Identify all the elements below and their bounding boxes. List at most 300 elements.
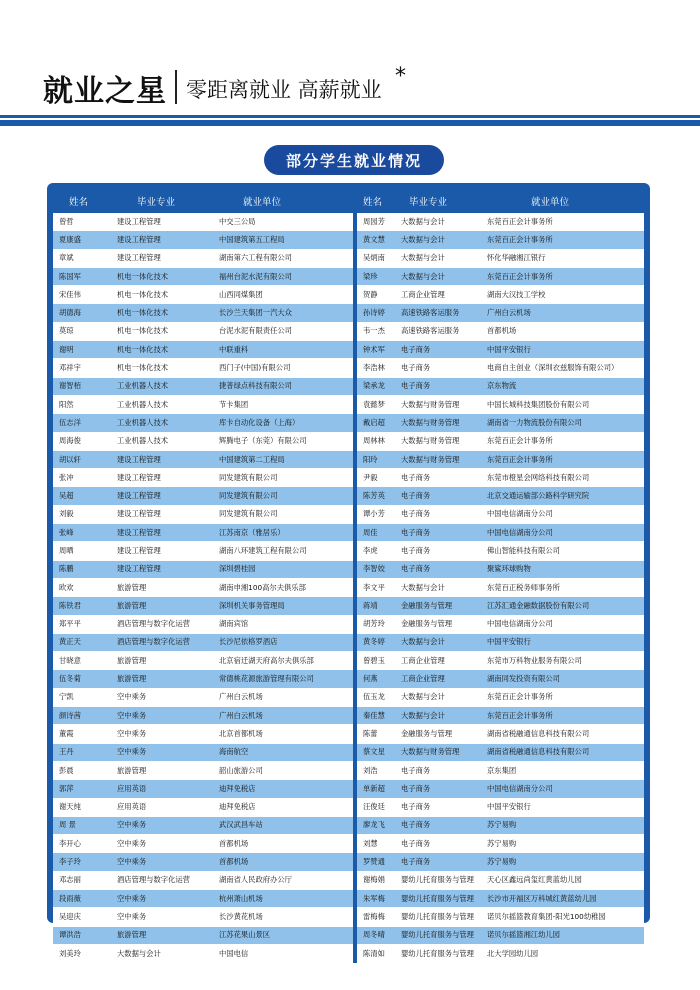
table-row — [53, 945, 644, 963]
cell-name-left: 段雨薇 — [53, 890, 111, 908]
cell-major-left: 空中乘务 — [111, 725, 213, 743]
table-row — [53, 597, 644, 615]
table-row — [53, 872, 644, 890]
cell-name-right: 袁懿梦 — [357, 396, 395, 414]
cell-major-left: 建设工程管理 — [111, 506, 213, 524]
cell-name-left: 张冲 — [53, 469, 111, 487]
cell-employer-left: 首都机场 — [213, 853, 353, 871]
table-row — [53, 561, 644, 579]
cell-employer-right: 湖南省一力物流股份有限公司 — [481, 414, 644, 432]
table-row — [53, 524, 644, 542]
cell-major-left: 机电一体化技术 — [111, 286, 213, 304]
cell-major-left: 机电一体化技术 — [111, 359, 213, 377]
cell-employer-left: 中国电信 — [213, 945, 353, 963]
cell-name-left: 谢天纯 — [53, 799, 111, 817]
cell-name-right: 阳玲 — [357, 451, 395, 469]
cell-major-right: 电子商务 — [395, 359, 481, 377]
table-row — [53, 359, 644, 377]
table-row — [53, 341, 644, 359]
cell-major-right: 大数据与会计 — [395, 689, 481, 707]
cell-name-left: 谢智栢 — [53, 378, 111, 396]
cell-major-left: 空中乘务 — [111, 835, 213, 853]
cell-name-left: 章斌 — [53, 250, 111, 268]
header-rule-thick — [0, 120, 700, 126]
cell-major-left: 旅游管理 — [111, 927, 213, 945]
slogan-star: * — [395, 64, 406, 89]
cell-name-right: 汪俊廷 — [357, 799, 395, 817]
cell-employer-right: 湖南同发投资有限公司 — [481, 670, 644, 688]
cell-name-right: 尹毅 — [357, 469, 395, 487]
table-row — [53, 414, 644, 432]
cell-employer-left: 常德桃花源旅游管理有限公司 — [213, 670, 353, 688]
cell-employer-right: 诺贝尔摇篮湘江幼儿园 — [481, 927, 644, 945]
cell-major-left: 旅游管理 — [111, 652, 213, 670]
cell-major-right: 大数据与会计 — [395, 707, 481, 725]
cell-name-right: 梁珍 — [357, 268, 395, 286]
cell-employer-right: 苏宁易购 — [481, 853, 644, 871]
cell-name-left: 黄正天 — [53, 634, 111, 652]
cell-employer-right: 湖南省税融通信息科技有限公司 — [481, 725, 644, 743]
table-row — [53, 213, 644, 231]
table-row — [53, 469, 644, 487]
cell-employer-right: 京东物流 — [481, 378, 644, 396]
cell-major-right: 婴幼儿托育服务与管理 — [395, 927, 481, 945]
title-divider — [175, 70, 177, 104]
cell-major-left: 空中乘务 — [111, 890, 213, 908]
cell-name-left: 甘晓意 — [53, 652, 111, 670]
cell-name-left: 刘美玲 — [53, 945, 111, 963]
cell-employer-left: 长沙黄花机场 — [213, 908, 353, 926]
cell-major-left: 应用英语 — [111, 799, 213, 817]
header-employer-right: 就业单位 — [481, 189, 644, 213]
cell-employer-right: 怀化华融湘江银行 — [481, 250, 644, 268]
cell-employer-left: 广州白云机场 — [213, 707, 353, 725]
cell-major-left: 建设工程管理 — [111, 469, 213, 487]
cell-name-right: 秦佳慧 — [357, 707, 395, 725]
cell-major-right: 婴幼儿托育服务与管理 — [395, 908, 481, 926]
section-title: 部分学生就业情况 — [264, 145, 444, 175]
cell-name-right: 李文平 — [357, 579, 395, 597]
cell-employer-right: 中国电信湖南分公司 — [481, 780, 644, 798]
cell-major-right: 电子商务 — [395, 469, 481, 487]
cell-employer-right: 中国平安银行 — [481, 634, 644, 652]
cell-employer-left: 北京首都机场 — [213, 725, 353, 743]
cell-employer-right: 东莞市橙星会网络科技有限公司 — [481, 469, 644, 487]
cell-employer-right: 中国平安银行 — [481, 799, 644, 817]
cell-employer-right: 东莞市万科物业服务有限公司 — [481, 652, 644, 670]
cell-employer-right: 北大学园幼儿园 — [481, 945, 644, 963]
cell-name-left: 刘毅 — [53, 506, 111, 524]
cell-employer-right: 中国长城科技集团股份有限公司 — [481, 396, 644, 414]
cell-name-left: 谢明 — [53, 341, 111, 359]
cell-major-left: 空中乘务 — [111, 744, 213, 762]
cell-employer-right: 广州白云机场 — [481, 304, 644, 322]
cell-name-right: 雷梅梅 — [357, 908, 395, 926]
cell-major-left: 建设工程管理 — [111, 524, 213, 542]
cell-name-left: 吴迎庆 — [53, 908, 111, 926]
cell-name-left: 陈鹏 — [53, 561, 111, 579]
table-row — [53, 304, 644, 322]
page-header — [0, 0, 700, 130]
cell-major-left: 旅游管理 — [111, 579, 213, 597]
cell-major-left: 建设工程管理 — [111, 487, 213, 505]
cell-employer-left: 韶山旅游公司 — [213, 762, 353, 780]
cell-employer-right: 中国平安银行 — [481, 341, 644, 359]
cell-name-right: 李虎 — [357, 542, 395, 560]
cell-employer-left: 广州白云机场 — [213, 689, 353, 707]
cell-employer-left: 台泥水泥有限责任公司 — [213, 323, 353, 341]
cell-employer-right: 诺贝尔摇篮教育集团-阳光100幼稚园 — [481, 908, 644, 926]
cell-major-right: 婴幼儿托育服务与管理 — [395, 890, 481, 908]
cell-name-right: 陈蕾 — [357, 725, 395, 743]
cell-name-right: 陈清如 — [357, 945, 395, 963]
cell-major-right: 电子商务 — [395, 762, 481, 780]
cell-major-right: 大数据与财务管理 — [395, 396, 481, 414]
cell-employer-right: 苏宁易购 — [481, 835, 644, 853]
cell-name-right: 李浩林 — [357, 359, 395, 377]
cell-employer-right: 京东集团 — [481, 762, 644, 780]
cell-name-right: 朱军梅 — [357, 890, 395, 908]
cell-major-left: 空中乘务 — [111, 707, 213, 725]
cell-name-right: 李智姣 — [357, 561, 395, 579]
cell-employer-left: 同发建筑有限公司 — [213, 469, 353, 487]
table-row — [53, 890, 644, 908]
cell-employer-right: 东莞百正会计事务所 — [481, 707, 644, 725]
table-row — [53, 634, 644, 652]
cell-major-left: 酒店管理与数字化运营 — [111, 634, 213, 652]
table-row — [53, 542, 644, 560]
cell-name-left: 宁凯 — [53, 689, 111, 707]
cell-employer-left: 海南航空 — [213, 744, 353, 762]
cell-major-right: 大数据与财务管理 — [395, 744, 481, 762]
cell-name-left: 张峰 — [53, 524, 111, 542]
cell-name-right: 周林林 — [357, 433, 395, 451]
cell-major-right: 大数据与会计 — [395, 579, 481, 597]
cell-employer-left: 湖南申湘100高尔夫俱乐部 — [213, 579, 353, 597]
cell-major-right: 电子商务 — [395, 561, 481, 579]
header-rule-thin — [0, 115, 700, 118]
cell-name-right: 韦一杰 — [357, 323, 395, 341]
cell-major-left: 工业机器人技术 — [111, 414, 213, 432]
cell-major-left: 旅游管理 — [111, 597, 213, 615]
cell-employer-right: 长沙市开福区万科城红黄蓝幼儿园 — [481, 890, 644, 908]
cell-major-left: 空中乘务 — [111, 689, 213, 707]
header-name-left: 姓名 — [53, 189, 111, 213]
cell-major-left: 旅游管理 — [111, 762, 213, 780]
cell-major-right: 大数据与会计 — [395, 634, 481, 652]
cell-major-right: 高速铁路客运服务 — [395, 323, 481, 341]
cell-employer-left: 中联重科 — [213, 341, 353, 359]
cell-name-right: 周园芳 — [357, 213, 395, 231]
cell-major-right: 大数据与会计 — [395, 231, 481, 249]
table-row — [53, 780, 644, 798]
cell-employer-left: 同发建筑有限公司 — [213, 487, 353, 505]
cell-name-right: 戴启超 — [357, 414, 395, 432]
cell-major-left: 机电一体化技术 — [111, 304, 213, 322]
cell-employer-left: 湖南第六工程有限公司 — [213, 250, 353, 268]
header-major-left: 毕业专业 — [111, 189, 213, 213]
employment-table-frame — [47, 183, 650, 958]
cell-name-right: 蒋靖 — [357, 597, 395, 615]
cell-major-right: 工商企业管理 — [395, 670, 481, 688]
table-row — [53, 725, 644, 743]
cell-major-right: 电子商务 — [395, 487, 481, 505]
table-row — [53, 433, 644, 451]
table-row — [53, 707, 644, 725]
cell-name-left: 欧欢 — [53, 579, 111, 597]
cell-name-right: 周佳 — [357, 524, 395, 542]
cell-employer-left: 中国建筑第五工程局 — [213, 231, 353, 249]
cell-employer-left: 湖南八环建筑工程有限公司 — [213, 542, 353, 560]
table-row — [53, 323, 644, 341]
table-row — [53, 927, 644, 945]
table-row — [53, 616, 644, 634]
cell-major-right: 工商企业管理 — [395, 286, 481, 304]
table-row — [53, 231, 644, 249]
table-row — [53, 378, 644, 396]
cell-major-left: 建设工程管理 — [111, 213, 213, 231]
table-row — [53, 762, 644, 780]
cell-name-left: 颜诗茜 — [53, 707, 111, 725]
cell-major-left: 空中乘务 — [111, 817, 213, 835]
cell-employer-right: 江苏汇通金融数据股份有限公司 — [481, 597, 644, 615]
cell-employer-right: 东莞百正会计事务所 — [481, 213, 644, 231]
cell-major-right: 金融服务与管理 — [395, 725, 481, 743]
cell-name-left: 郭萍 — [53, 780, 111, 798]
cell-name-left: 谭洪浩 — [53, 927, 111, 945]
cell-name-left: 伍冬菊 — [53, 670, 111, 688]
cell-major-left: 空中乘务 — [111, 908, 213, 926]
cell-employer-right: 中国电信湖南分公司 — [481, 506, 644, 524]
table-row — [53, 579, 644, 597]
cell-major-right: 电子商务 — [395, 799, 481, 817]
cell-major-left: 建设工程管理 — [111, 451, 213, 469]
cell-major-left: 建设工程管理 — [111, 542, 213, 560]
cell-name-right: 吴炳南 — [357, 250, 395, 268]
cell-name-left: 邓祥宇 — [53, 359, 111, 377]
cell-name-left: 彭晨 — [53, 762, 111, 780]
table-row — [53, 250, 644, 268]
cell-employer-right: 东莞百正会计事务所 — [481, 231, 644, 249]
cell-employer-right: 湖南省税融通信息科技有限公司 — [481, 744, 644, 762]
cell-employer-left: 辉腾电子（东莞）有限公司 — [213, 433, 353, 451]
cell-major-left: 工业机器人技术 — [111, 433, 213, 451]
cell-employer-left: 同发建筑有限公司 — [213, 506, 353, 524]
cell-employer-left: 中国建筑第二工程局 — [213, 451, 353, 469]
cell-major-right: 金融服务与管理 — [395, 616, 481, 634]
cell-major-right: 电子商务 — [395, 853, 481, 871]
cell-name-left: 吴超 — [53, 487, 111, 505]
cell-name-right: 伍玉龙 — [357, 689, 395, 707]
cell-name-left: 王丹 — [53, 744, 111, 762]
cell-employer-left: 库卡自动化设备（上海） — [213, 414, 353, 432]
cell-name-right: 刘浩 — [357, 762, 395, 780]
table-row — [53, 689, 644, 707]
cell-major-right: 电子商务 — [395, 817, 481, 835]
cell-name-left: 李子玲 — [53, 853, 111, 871]
cell-employer-left: 湖南宾馆 — [213, 616, 353, 634]
cell-major-left: 工业机器人技术 — [111, 378, 213, 396]
cell-major-right: 大数据与财务管理 — [395, 414, 481, 432]
cell-major-left: 机电一体化技术 — [111, 323, 213, 341]
cell-name-left: 宋佳伟 — [53, 286, 111, 304]
table-row — [53, 744, 644, 762]
cell-name-left: 莫琼 — [53, 323, 111, 341]
cell-name-right: 何燕 — [357, 670, 395, 688]
cell-employer-right: 东莞百正税务师事务所 — [481, 579, 644, 597]
table-row — [53, 268, 644, 286]
table-row — [53, 817, 644, 835]
cell-major-left: 空中乘务 — [111, 853, 213, 871]
cell-name-left: 郑平平 — [53, 616, 111, 634]
cell-name-left: 夏康盛 — [53, 231, 111, 249]
cell-employer-right: 首都机场 — [481, 323, 644, 341]
cell-employer-left: 北京宿迁湖天府高尔夫俱乐部 — [213, 652, 353, 670]
cell-employer-right: 佛山智能科技有限公司 — [481, 542, 644, 560]
cell-major-left: 建设工程管理 — [111, 231, 213, 249]
header-major-right: 毕业专业 — [395, 189, 481, 213]
cell-major-right: 电子商务 — [395, 542, 481, 560]
table-row — [53, 506, 644, 524]
cell-major-right: 大数据与会计 — [395, 268, 481, 286]
cell-employer-left: 江苏花果山景区 — [213, 927, 353, 945]
cell-name-right: 周冬晴 — [357, 927, 395, 945]
cell-name-left: 胡德海 — [53, 304, 111, 322]
cell-employer-left: 节卡集团 — [213, 396, 353, 414]
cell-employer-left: 深圳碧桂园 — [213, 561, 353, 579]
cell-major-left: 应用英语 — [111, 780, 213, 798]
cell-employer-left: 捷普绿点科技有限公司 — [213, 378, 353, 396]
cell-major-left: 机电一体化技术 — [111, 268, 213, 286]
cell-major-right: 高速铁路客运服务 — [395, 304, 481, 322]
table-row — [53, 286, 644, 304]
cell-employer-left: 湖南省人民政府办公厅 — [213, 872, 353, 890]
cell-name-right: 廖龙飞 — [357, 817, 395, 835]
table-row — [53, 799, 644, 817]
cell-employer-right: 东莞百正会计事务所 — [481, 433, 644, 451]
cell-major-right: 婴幼儿托育服务与管理 — [395, 872, 481, 890]
cell-employer-left: 西门子(中国)有限公司 — [213, 359, 353, 377]
cell-name-right: 钟术军 — [357, 341, 395, 359]
cell-employer-right: 东莞百正会计事务所 — [481, 689, 644, 707]
cell-major-right: 电子商务 — [395, 835, 481, 853]
brand-title: 就业之星 — [43, 74, 167, 109]
cell-name-left: 周 景 — [53, 817, 111, 835]
cell-name-right: 孙诗婷 — [357, 304, 395, 322]
cell-major-right: 电子商务 — [395, 341, 481, 359]
cell-employer-right: 湖南大汉技工学校 — [481, 286, 644, 304]
cell-major-left: 旅游管理 — [111, 670, 213, 688]
cell-major-right: 婴幼儿托育服务与管理 — [395, 945, 481, 963]
table-row — [53, 652, 644, 670]
cell-major-right: 电子商务 — [395, 506, 481, 524]
cell-employer-left: 首都机场 — [213, 835, 353, 853]
cell-major-left: 大数据与会计 — [111, 945, 213, 963]
cell-major-left: 酒店管理与数字化运营 — [111, 616, 213, 634]
cell-name-left: 周晒 — [53, 542, 111, 560]
cell-employer-left: 福州台泥水泥有限公司 — [213, 268, 353, 286]
table-row — [53, 908, 644, 926]
cell-name-right: 陈芳英 — [357, 487, 395, 505]
cell-major-right: 电子商务 — [395, 780, 481, 798]
cell-name-right: 单新超 — [357, 780, 395, 798]
cell-employer-right: 苏宁易购 — [481, 817, 644, 835]
table-row — [53, 396, 644, 414]
cell-major-right: 大数据与会计 — [395, 250, 481, 268]
cell-major-right: 电子商务 — [395, 524, 481, 542]
cell-major-left: 工业机器人技术 — [111, 396, 213, 414]
cell-name-left: 周海俊 — [53, 433, 111, 451]
cell-major-right: 大数据与财务管理 — [395, 451, 481, 469]
table-row — [53, 853, 644, 871]
cell-major-left: 机电一体化技术 — [111, 341, 213, 359]
cell-name-right: 蔡文星 — [357, 744, 395, 762]
cell-employer-left: 中交三公局 — [213, 213, 353, 231]
table-body — [53, 213, 644, 963]
cell-employer-left: 长沙尼依格罗酒店 — [213, 634, 353, 652]
cell-employer-right: 中国电信湖南分公司 — [481, 616, 644, 634]
cell-name-right: 谭小芳 — [357, 506, 395, 524]
cell-name-left: 伍志洋 — [53, 414, 111, 432]
cell-employer-left: 江苏南京（雅居乐） — [213, 524, 353, 542]
header-employer-left: 就业单位 — [213, 189, 353, 213]
table-row — [53, 487, 644, 505]
cell-employer-left: 武汉武昌车站 — [213, 817, 353, 835]
table-header-row — [53, 189, 644, 213]
cell-employer-left: 迪拜免税店 — [213, 799, 353, 817]
cell-employer-left: 杭州萧山机场 — [213, 890, 353, 908]
cell-name-right: 罗赞通 — [357, 853, 395, 871]
cell-employer-left: 山西同煤集团 — [213, 286, 353, 304]
cell-major-right: 大数据与会计 — [395, 213, 481, 231]
cell-major-right: 大数据与财务管理 — [395, 433, 481, 451]
table-row — [53, 451, 644, 469]
cell-employer-left: 迪拜免税店 — [213, 780, 353, 798]
cell-employer-left: 深圳机关事务管理局 — [213, 597, 353, 615]
cell-name-right: 贺静 — [357, 286, 395, 304]
table-row — [53, 670, 644, 688]
cell-major-right: 金融服务与管理 — [395, 597, 481, 615]
cell-name-left: 李开心 — [53, 835, 111, 853]
cell-employer-right: 中国电信湖南分公司 — [481, 524, 644, 542]
cell-name-left: 邓志丽 — [53, 872, 111, 890]
cell-name-right: 胡芳玲 — [357, 616, 395, 634]
cell-name-left: 胡以轩 — [53, 451, 111, 469]
cell-name-right: 刘慧 — [357, 835, 395, 853]
table-row — [53, 835, 644, 853]
cell-name-left: 陈铁君 — [53, 597, 111, 615]
cell-name-left: 陈国军 — [53, 268, 111, 286]
cell-name-left: 阳然 — [53, 396, 111, 414]
cell-major-left: 建设工程管理 — [111, 250, 213, 268]
cell-name-right: 曾碧玉 — [357, 652, 395, 670]
cell-name-right: 谢梅娟 — [357, 872, 395, 890]
cell-major-left: 建设工程管理 — [111, 561, 213, 579]
cell-employer-right: 聚鲨环球购物 — [481, 561, 644, 579]
cell-major-left: 酒店管理与数字化运营 — [111, 872, 213, 890]
cell-name-right: 黄冬婷 — [357, 634, 395, 652]
cell-name-left: 董霞 — [53, 725, 111, 743]
cell-employer-right: 天心区鑫远尚玺红黄蓝幼儿园 — [481, 872, 644, 890]
cell-name-left: 曾哲 — [53, 213, 111, 231]
cell-employer-right: 东莞百正会计事务所 — [481, 451, 644, 469]
cell-employer-right: 北京交通运输部公路科学研究院 — [481, 487, 644, 505]
cell-major-right: 电子商务 — [395, 378, 481, 396]
cell-employer-right: 电商自主创业（深圳衣兹服饰有限公司） — [481, 359, 644, 377]
employment-table — [53, 189, 644, 963]
cell-employer-right: 东莞百正会计事务所 — [481, 268, 644, 286]
header-name-right: 姓名 — [357, 189, 395, 213]
